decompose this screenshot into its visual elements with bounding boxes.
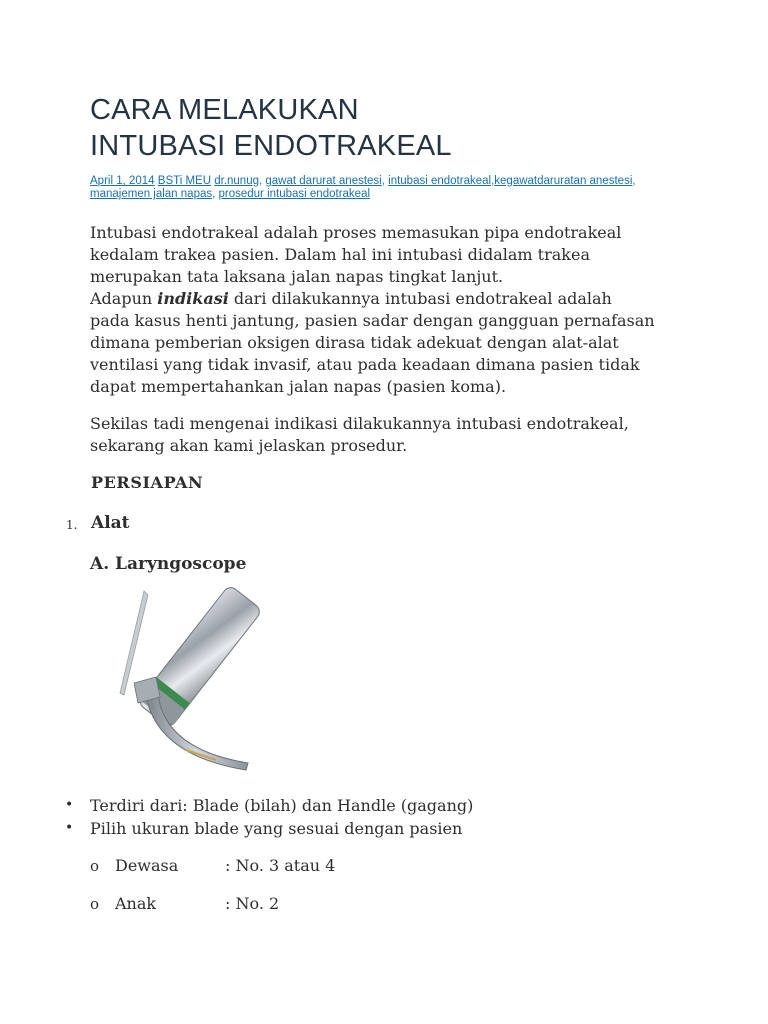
post-meta [90, 175, 690, 201]
intro-line: dimana pemberian oksigen dirasa tidak adekuat dengan alat-alat [90, 333, 619, 352]
emphasis-indikasi: indikasi [157, 289, 229, 308]
tag-separator: , [491, 175, 495, 187]
intro-line: Adapun [90, 289, 158, 308]
title-line-1: CARA MELAKUKAN [90, 94, 359, 126]
section-heading-persiapan: PERSIAPAN [91, 473, 204, 492]
list-number: 1. [66, 518, 78, 532]
size-label: Dewasa [115, 856, 179, 875]
tag-link-drnunug[interactable]: dr.nunug [214, 175, 259, 187]
tag-link-manajemen[interactable]: manajemen jalan napas [90, 188, 213, 200]
tag-link-gawat-darurat[interactable]: gawat darurat anestesi [265, 175, 382, 187]
bullet-text: Terdiri dari: Blade (bilah) dan Handle (gagang) [90, 796, 474, 815]
size-label: Anak [115, 894, 157, 913]
list-label-alat: Alat [91, 513, 130, 533]
summary-line: Sekilas tadi mengenai indikasi dilakukannya intubasi endotrakeal, [90, 414, 629, 433]
list-item [62, 794, 702, 817]
size-value: : No. 2 [225, 894, 280, 913]
size-value: : No. 3 atau 4 [225, 856, 336, 875]
intro-line: ventilasi yang tidak invasif, atau pada keadaan dimana pasien tidak [90, 355, 640, 374]
title-line-2: INTUBASI ENDOTRAKEAL [90, 130, 452, 162]
intro-paragraph [90, 222, 690, 398]
bullet-list [62, 794, 702, 840]
intro-line: dari dilakukannya intubasi endotrakeal adalah [228, 289, 612, 308]
bullet-icon: • [65, 820, 74, 836]
bullet-text: Pilih ukuran blade yang sesuai dengan pasien [90, 819, 463, 838]
page-title [90, 92, 690, 164]
tag-separator: , [632, 175, 636, 187]
intro-line: kedalam trakea pasien. Dalam hal ini intubasi didalam trakea [90, 245, 590, 264]
summary-line: sekarang akan kami jelaskan prosedur. [90, 436, 408, 455]
tag-separator: , [212, 188, 219, 200]
intro-line: Intubasi endotrakeal adalah proses memasukan pipa endotrakeal [90, 223, 622, 242]
tag-link-prosedur[interactable]: prosedur intubasi endotrakeal [218, 188, 371, 200]
intro-line: merupakan tata laksana jalan napas tingkat lanjut. [90, 267, 504, 286]
sub-bullet-icon: o [90, 895, 100, 913]
summary-paragraph [90, 413, 690, 457]
laryngoscope-image [96, 585, 266, 780]
tag-separator: , [259, 175, 266, 187]
tag-link-kegawatdaruratan[interactable]: kegawatdaruratan anestesi [494, 175, 633, 187]
author-link[interactable]: BSTi MEU [157, 175, 212, 187]
intro-line: dapat mempertahankan jalan napas (pasien koma). [90, 377, 507, 396]
bullet-icon: • [65, 797, 74, 813]
list-item [62, 817, 702, 840]
tag-separator: , [381, 175, 389, 187]
sub-bullet-icon: o [90, 857, 100, 875]
tag-link-intubasi[interactable]: intubasi endotrakeal [388, 175, 492, 187]
subsection-heading-laryngoscope: A. Laryngoscope [90, 554, 247, 574]
date-link[interactable]: April 1, 2014 [90, 175, 155, 187]
intro-line: pada kasus henti jantung, pasien sadar dengan gangguan pernafasan [90, 311, 655, 330]
